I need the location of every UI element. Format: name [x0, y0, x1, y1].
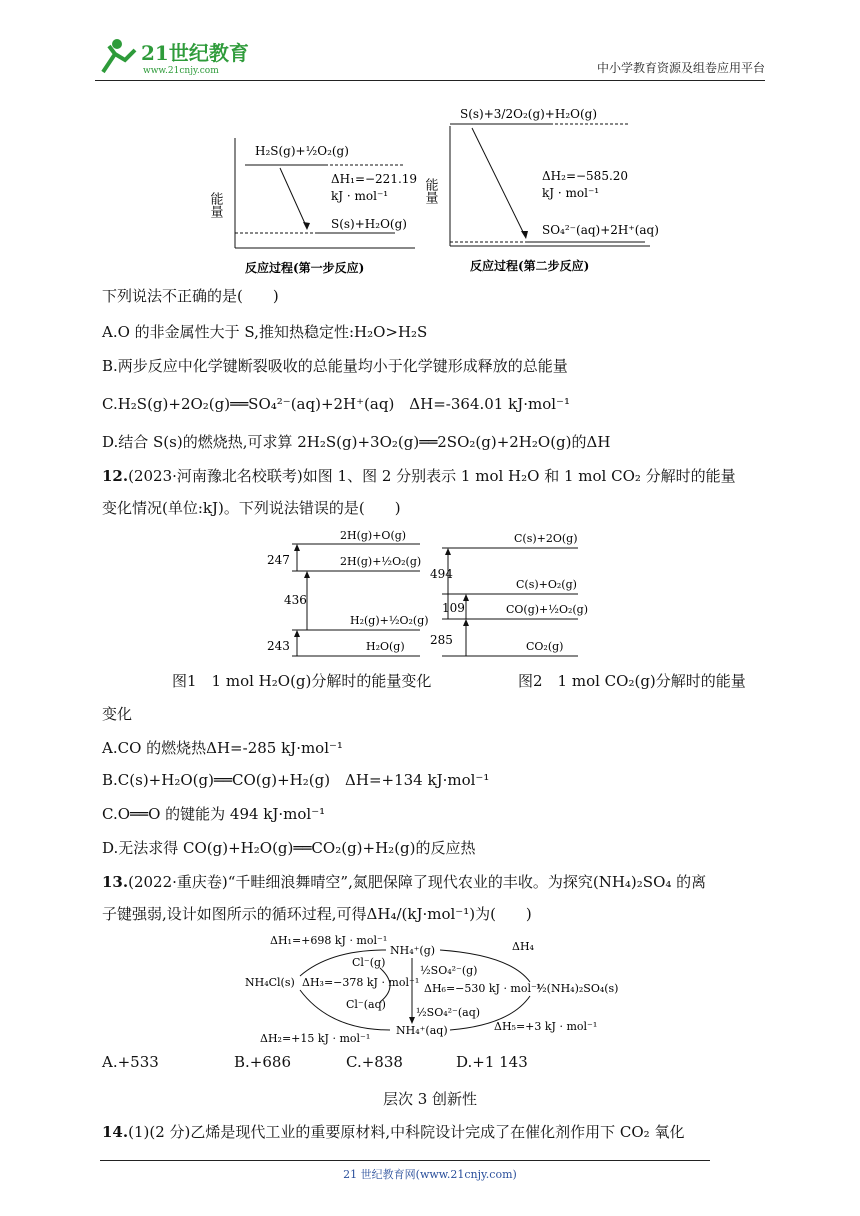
value-243: 243 — [267, 639, 290, 653]
q12-number: 12. — [102, 467, 129, 485]
dh2-label: ΔH₂=+15 kJ · mol⁻¹ — [260, 1032, 371, 1045]
x-axis-label: 反应过程(第一步反应) — [245, 261, 365, 275]
q12-line2: 变化情况(单位:kJ)。下列说法错误的是( ) — [102, 499, 401, 517]
q12-fig2 — [428, 526, 588, 660]
q11-option-b[interactable]: B.两步反应中化学键断裂吸收的总能量均小于化学键形成释放的总能量 — [102, 357, 568, 375]
nh4-aq: NH₄⁺(aq) — [396, 1024, 448, 1037]
level-co2: CO₂(g) — [526, 640, 564, 653]
fig1-caption: 图1 1 mol H₂O(g)分解时的能量变化 — [172, 672, 432, 690]
cl-aq: Cl⁻(aq) — [346, 998, 386, 1011]
so4-aq: ½SO₄²⁻(aq) — [416, 1006, 481, 1019]
delta-h1-unit: kJ · mol⁻¹ — [331, 189, 389, 203]
dh4-label: ΔH₄ — [512, 940, 534, 953]
cl-gas: Cl⁻(g) — [352, 956, 386, 969]
q13-option-b[interactable]: B.+686 — [234, 1053, 291, 1071]
bottom-level-label: SO₄²⁻(aq)+2H⁺(aq) — [542, 223, 659, 237]
q12-text1: (2023·河南豫北名校联考)如图 1、图 2 分别表示 1 mol H₂O 和 1 mol CO₂ 分解时的能量 — [128, 467, 736, 485]
q12-option-b[interactable]: B.C(s)+H₂O(g)══CO(g)+H₂(g) ΔH=+134 kJ·mol⁻¹ — [102, 771, 490, 789]
q13-option-d[interactable]: D.+1 143 — [456, 1053, 528, 1071]
section-heading: 层次 3 创新性 — [382, 1090, 478, 1108]
level-2h-o: 2H(g)+O(g) — [340, 529, 407, 542]
level-2h-o2: 2H(g)+½O₂(g) — [340, 555, 422, 568]
level-h2-o2: H₂(g)+½O₂(g) — [350, 614, 429, 627]
nh4-gas: NH₄⁺(g) — [390, 944, 436, 957]
q13-cycle-diagram — [240, 930, 650, 1048]
delta-h1-value: ΔH₁=−221.19 — [331, 172, 418, 186]
delta-h2-unit: kJ · mol⁻¹ — [542, 186, 600, 200]
q12-line1 — [102, 466, 736, 486]
q12-fig1 — [262, 526, 427, 660]
dh6-label: ΔH₆=−530 kJ · mol⁻¹ — [424, 982, 542, 995]
value-285: 285 — [430, 633, 453, 647]
dh3-label: ΔH₃=−378 kJ · mol⁻¹ — [302, 976, 420, 989]
q11-option-a[interactable]: A.O 的非金属性大于 S,推知热稳定性:H₂O>H₂S — [102, 323, 428, 341]
q11-stem: 下列说法不正确的是( ) — [102, 287, 279, 305]
q11-option-c[interactable]: C.H₂S(g)+2O₂(g)══SO₄²⁻(aq)+2H⁺(aq) ΔH=-364.01 kJ·mol⁻¹ — [102, 395, 570, 413]
platform-name: 中小学教育资源及组卷应用平台 — [596, 61, 765, 75]
fig2-caption-cont: 变化 — [102, 705, 133, 723]
q13-option-c[interactable]: C.+838 — [346, 1053, 403, 1071]
fig2-caption: 图2 1 mol CO₂(g)分解时的能量 — [518, 672, 746, 690]
level-c-o2: C(s)+O₂(g) — [516, 578, 577, 591]
energy-diagram-step2 — [422, 98, 660, 278]
q12-option-c[interactable]: C.O══O 的键能为 494 kJ·mol⁻¹ — [102, 805, 326, 823]
logo-text: 21世纪教育 — [141, 41, 249, 65]
energy-diagram-step1 — [205, 130, 430, 278]
y-axis-label: 能量 — [207, 192, 223, 218]
q12-option-d[interactable]: D.无法求得 CO(g)+H₂O(g)══CO₂(g)+H₂(g)的反应热 — [102, 839, 476, 857]
value-247: 247 — [267, 553, 290, 567]
so4-gas: ½SO₄²⁻(g) — [420, 964, 478, 977]
reaction-arrow — [280, 168, 307, 228]
q11-option-d[interactable]: D.结合 S(s)的燃烧热,可求算 2H₂S(g)+3O₂(g)══2SO₂(g)+2H₂O(g)的ΔH — [102, 433, 611, 451]
dh5-label: ΔH₅=+3 kJ · mol⁻¹ — [494, 1020, 598, 1033]
delta-h2-value: ΔH₂=−585.20 — [542, 169, 629, 183]
q13-number: 13. — [102, 873, 129, 891]
reaction-arrow — [472, 128, 525, 236]
q13-option-a[interactable]: A.+533 — [102, 1053, 159, 1071]
level-h2o: H₂O(g) — [366, 640, 405, 653]
q12-option-a[interactable]: A.CO 的燃烧热ΔH=-285 kJ·mol⁻¹ — [102, 739, 343, 757]
y-axis-label: 能量 — [422, 178, 438, 204]
value-109: 109 — [442, 601, 465, 615]
ammonium-sulfate-solid: ½(NH₄)₂SO₄(s) — [536, 982, 619, 995]
q14-text1: (1)(2 分)乙烯是现代工业的重要原材料,中科院设计完成了在催化剂作用下 CO₂ 氧化 — [128, 1123, 685, 1141]
dh1-label: ΔH₁=+698 kJ · mol⁻¹ — [270, 934, 388, 947]
bottom-level-label: S(s)+H₂O(g) — [331, 217, 407, 231]
site-logo — [95, 32, 265, 76]
value-494: 494 — [430, 567, 453, 581]
q14-number: 14. — [102, 1123, 129, 1141]
q13-line2: 子键强弱,设计如图所示的循环过程,可得ΔH₄/(kJ·mol⁻¹)为( ) — [102, 905, 532, 923]
q14-line1 — [102, 1122, 684, 1142]
footer-text[interactable]: 21 世纪教育网(www.21cnjy.com) — [343, 1168, 517, 1181]
logo-subtext: www.21cnjy.com — [143, 66, 219, 76]
top-level-label: S(s)+3/2O₂(g)+H₂O(g) — [460, 107, 598, 121]
x-axis-label: 反应过程(第二步反应) — [470, 259, 590, 273]
value-436: 436 — [284, 593, 307, 607]
level-c-2o: C(s)+2O(g) — [514, 532, 578, 545]
top-level-label: H₂S(g)+½O₂(g) — [255, 144, 349, 158]
nh4cl-solid: NH₄Cl(s) — [245, 976, 295, 989]
q13-text1: (2022·重庆卷)“千畦细浪舞晴空”,氮肥保障了现代农业的丰收。为探究(NH₄)₂SO₄ 的离 — [128, 873, 707, 891]
q13-line1 — [102, 872, 706, 892]
footer-rule — [100, 1160, 710, 1161]
level-co-o2: CO(g)+½O₂(g) — [506, 603, 588, 616]
page-header — [95, 28, 765, 81]
